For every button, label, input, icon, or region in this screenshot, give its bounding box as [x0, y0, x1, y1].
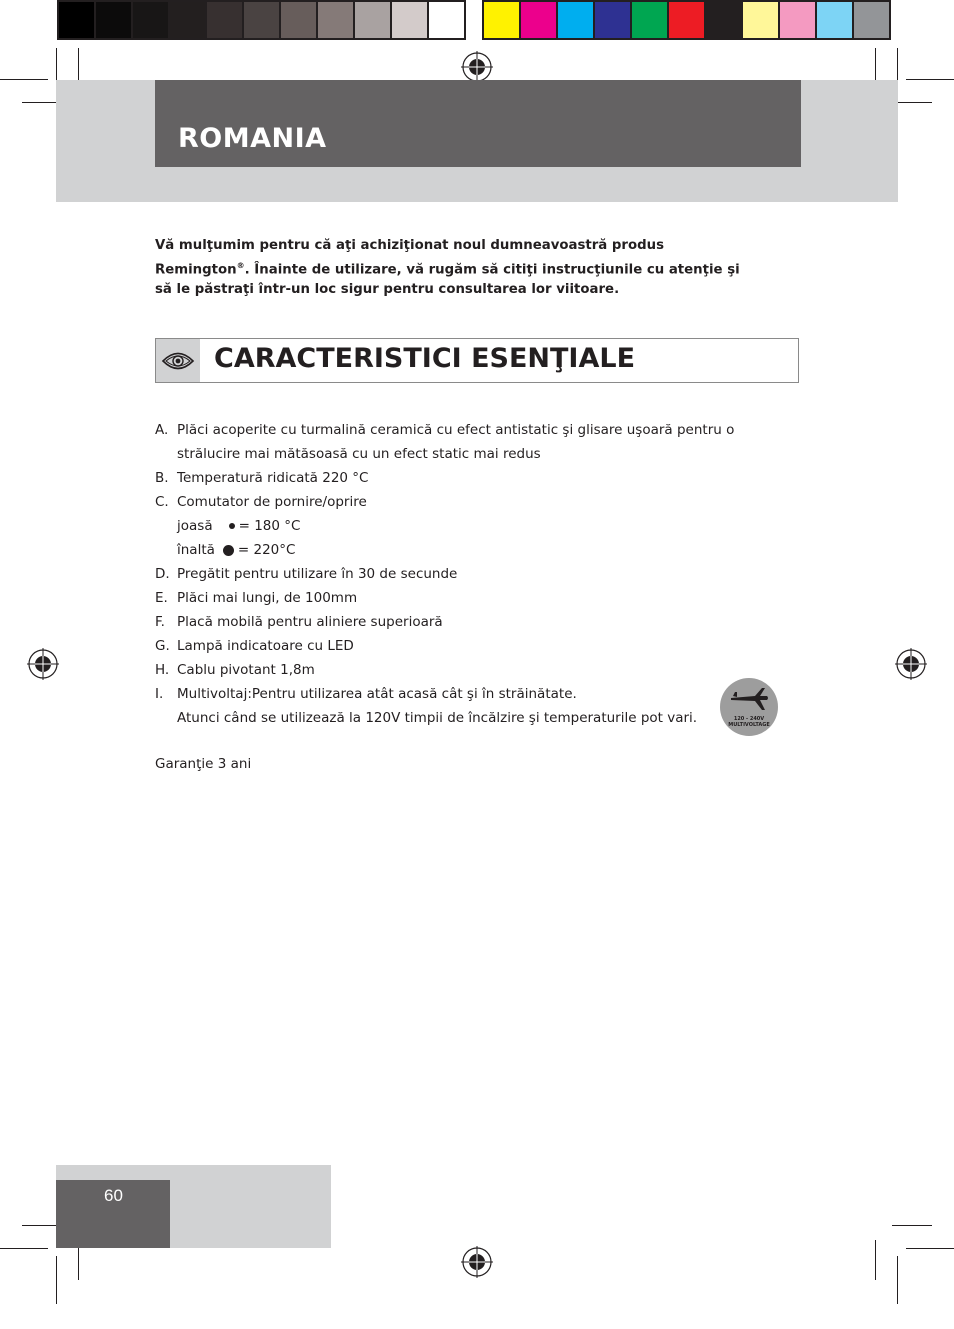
registration-mark-icon [27, 648, 59, 680]
crop-mark [0, 1248, 48, 1249]
list-text: Multivoltaj:Pentru utilizarea atât acasă cât şi în străinătate. [177, 686, 577, 702]
registered-mark: ® [236, 261, 245, 270]
features-list [155, 418, 755, 730]
registration-mark-icon [461, 51, 493, 83]
list-letter: B. [155, 470, 169, 486]
list-text: Comutator de pornire/oprire [177, 494, 367, 510]
color-swatch [780, 2, 815, 38]
color-swatch [207, 2, 242, 38]
list-item [155, 658, 755, 682]
list-text: Placă mobilă pentru aliniere superioară [177, 614, 443, 630]
badge-voltage: 120 - 240V [733, 716, 765, 722]
crop-mark [56, 1256, 57, 1304]
color-swatch [521, 2, 556, 38]
intro-paragraph [155, 236, 775, 300]
crop-mark [892, 1225, 932, 1226]
color-swatch [429, 2, 464, 38]
color-swatch [854, 2, 889, 38]
color-swatch [706, 2, 741, 38]
list-item [155, 610, 755, 634]
color-swatch [392, 2, 427, 38]
list-letter: G. [155, 638, 170, 654]
color-swatch [281, 2, 316, 38]
color-swatch [133, 2, 168, 38]
eye-icon [161, 350, 195, 372]
list-text: Atunci când se utilizează la 120V timpii de încălzire şi temperaturile pot vari. [177, 710, 698, 726]
list-letter: E. [155, 590, 168, 606]
page-title: ROMANIA [178, 123, 327, 154]
crop-mark [906, 1248, 954, 1249]
registration-mark-icon [895, 648, 927, 680]
large-dot-icon [223, 545, 234, 556]
color-swatch [743, 2, 778, 38]
color-swatch [318, 2, 353, 38]
list-letter: F. [155, 614, 165, 630]
multivoltage-badge [720, 678, 778, 736]
color-swatch [59, 2, 94, 38]
intro-line-1: Vă mulţumim pentru că aţi achiziţionat noul dumneavoastră produs [155, 238, 665, 253]
list-item [155, 562, 755, 586]
list-letter: C. [155, 494, 169, 510]
color-bar-right [482, 0, 891, 40]
setting-low [177, 514, 755, 538]
intro-line-2-rest: . Înainte de utilizare, vă rugăm să citiţi instrucţiunile cu atenţie şi [244, 262, 740, 278]
brand-name: Remington [155, 262, 237, 278]
page-number: 60 [104, 1186, 123, 1205]
warranty-text: Garanţie 3 ani [155, 756, 252, 772]
list-text: strălucire mai mătăsoasă cu un efect static mai redus [177, 446, 541, 462]
section-title: CARACTERISTICI ESENŢIALE [214, 343, 636, 374]
color-bar-left [57, 0, 466, 40]
setting-low-label: joasă [177, 518, 213, 534]
color-swatch [170, 2, 205, 38]
intro-line-3: să le păstraţi într-un loc sigur pentru consultarea lor viitoare. [155, 282, 620, 298]
intro-line-2 [155, 256, 775, 280]
badge-label: MULTIVOLTAGE [728, 722, 770, 728]
list-text: Temperatură ridicată 220 °C [177, 470, 369, 486]
list-item [155, 490, 755, 562]
list-text: Pregătit pentru utilizare în 30 de secunde [177, 566, 458, 582]
color-swatch [817, 2, 852, 38]
crop-mark [875, 1240, 876, 1280]
section-heading [155, 338, 799, 383]
crop-mark [892, 102, 932, 103]
setting-high [177, 538, 755, 562]
color-swatch [632, 2, 667, 38]
list-text: Lampă indicatoare cu LED [177, 638, 354, 654]
list-item [155, 418, 755, 466]
list-letter: H. [155, 662, 170, 678]
list-item [155, 634, 755, 658]
registration-mark-icon [461, 1246, 493, 1278]
color-swatch [484, 2, 519, 38]
list-letter: A. [155, 422, 169, 438]
color-swatch [669, 2, 704, 38]
color-swatch [595, 2, 630, 38]
crop-mark [0, 79, 48, 80]
crop-mark [897, 1256, 898, 1304]
color-swatch [355, 2, 390, 38]
setting-high-label: înaltă [177, 542, 215, 558]
list-letter: D. [155, 566, 170, 582]
setting-high-value: = 220°C [237, 542, 296, 558]
color-swatch [558, 2, 593, 38]
section-icon-cell [156, 339, 200, 382]
small-dot-icon [229, 523, 235, 529]
list-item [155, 682, 755, 730]
airplane-icon [729, 684, 769, 714]
crop-mark [906, 79, 954, 80]
list-letter: I. [155, 686, 164, 702]
color-swatch [244, 2, 279, 38]
setting-low-value: = 180 °C [238, 518, 301, 534]
list-item [155, 466, 755, 490]
list-text: Cablu pivotant 1,8m [177, 662, 315, 678]
list-text: Plăci mai lungi, de 100mm [177, 590, 358, 606]
color-swatch [96, 2, 131, 38]
list-text: Plăci acoperite cu turmalină ceramică cu efect antistatic şi glisare uşoară pentru o [177, 422, 735, 438]
list-item [155, 586, 755, 610]
